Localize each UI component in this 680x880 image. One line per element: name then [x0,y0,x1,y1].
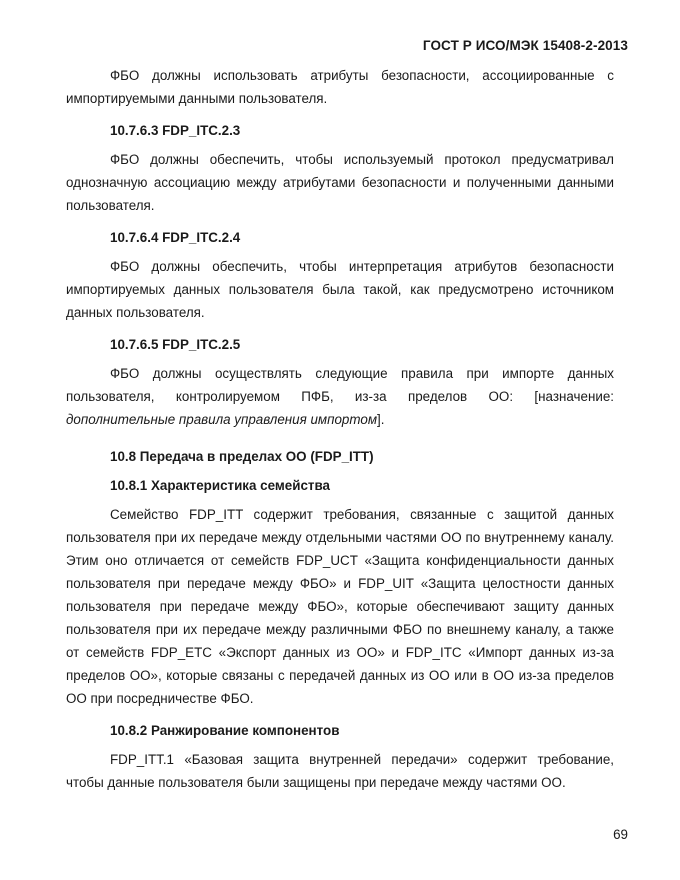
paragraph-attributes-use: ФБО должны использовать атрибуты безопасности, ассоциированные с импортируемыми данными пользователя. [66,68,614,106]
section-heading-10-7-6-4: 10.7.6.4 FDP_ITC.2.4 [110,230,241,245]
page-number: 69 [613,827,628,842]
standard-designation: ГОСТ Р ИСО/МЭК 15408-2-2013 [422,38,628,53]
section-heading-10-7-6-5: 10.7.6.5 FDP_ITC.2.5 [110,337,241,352]
section-heading-10-7-6-3: 10.7.6.3 FDP_ITC.2.3 [110,123,241,138]
import-rules-assignment: дополнительные правила управления импортом [66,412,378,427]
document-body [66,64,614,794]
paragraph-component-levelling: FDP_ITT.1 «Базовая защита внутренней передачи» содержит требование, чтобы данные пользователя были защищены при передаче между частями ОО. [66,752,614,790]
import-rules-text: ФБО должны осуществлять следующие правила при импорте данных пользователя, контролируемом ПФБ, из-за пределов ОО: [назначение: [66,366,614,404]
paragraph-protocol-association: ФБО должны обеспечить, чтобы используемый протокол предусматривал однозначную ассоциацию между атрибутами безопасности и полученными данными пользователя. [66,152,614,213]
import-rules-end: ]. [377,412,385,427]
section-heading-10-8: 10.8 Передача в пределах ОО (FDP_ITT) [110,449,374,464]
paragraph-family-description: Семейство FDP_ITT содержит требования, связанные с защитой данных пользователя при их передаче между отдельными частями ОО по внутреннему каналу. Этим оно отличается от семейств FDP_UCT «Защита конфиденциальности данных пользователя при передаче между ФБО» и FDP_UIT «Защита целостности данных пользователя при передаче между ФБО», которые обеспечивают защиту данных пользователя при их передаче между различными ФБО по внешнему каналу, а также от семейств FDP_ETC «Экспорт данных из ОО» и FDP_ITC «Импорт данных из-за пределов ОО», которые связаны с передачей данных из ОО или в ОО из-за пределов ОО при посредничестве ФБО. [66,507,614,706]
section-heading-10-8-2: 10.8.2 Ранжирование компонентов [110,723,340,738]
section-heading-10-8-1: 10.8.1 Характеристика семейства [110,478,330,493]
paragraph-attribute-interpretation: ФБО должны обеспечить, чтобы интерпретация атрибутов безопасности импортируемых данных пользователя была такой, как предусмотрено источником данных пользователя. [66,259,614,320]
paragraph-import-rules [66,362,614,431]
